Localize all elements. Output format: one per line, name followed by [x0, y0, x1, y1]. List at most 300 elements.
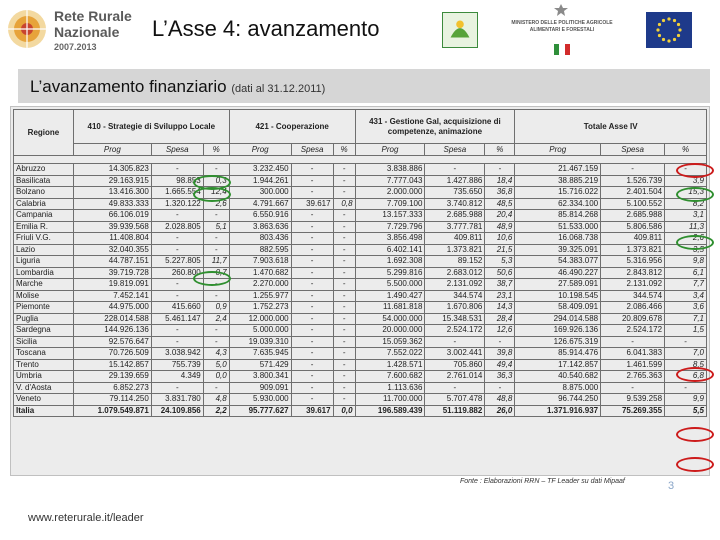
eu-star-icon: [677, 23, 680, 26]
table-cell: -: [291, 394, 333, 406]
table-cell: 5.707.478: [425, 394, 485, 406]
rete-rurale-emblem-icon: [6, 8, 48, 50]
table-cell: 98.853: [151, 175, 203, 187]
table-cell: -: [333, 382, 355, 394]
table-cell: 0,0: [333, 405, 355, 417]
table-cell: -: [333, 359, 355, 371]
table-cell: 44.975.000: [73, 302, 151, 314]
table-cell: 1.373.821: [601, 244, 665, 256]
table-cell: 705.860: [425, 359, 485, 371]
table-cell: 23,1: [485, 290, 515, 302]
table-cell: 3.038.942: [151, 348, 203, 360]
table-cell: 3,4: [665, 290, 707, 302]
region-cell: Toscana: [14, 348, 74, 360]
table-cell: 6,1: [665, 267, 707, 279]
table-cell: 11.700.000: [355, 394, 425, 406]
table-cell: 2.761.014: [425, 371, 485, 383]
table-cell: 89.152: [425, 256, 485, 268]
table-cell: -: [151, 279, 203, 291]
table-cell: 1.371.916.937: [515, 405, 601, 417]
table-cell: 14.305.823: [73, 164, 151, 176]
financial-table: [13, 109, 707, 417]
table-cell: 169.926.136: [515, 325, 601, 337]
highlight-green-bolzano-total: [676, 187, 714, 202]
table-cell: -: [151, 290, 203, 302]
table-cell: -: [291, 210, 333, 222]
table-cell: 8.875.000: [515, 382, 601, 394]
table-cell: 5.461.147: [151, 313, 203, 325]
header-spesa: Spesa: [601, 144, 665, 156]
table-cell: 300.000: [229, 187, 291, 199]
table-cell: 0,8: [333, 198, 355, 210]
table-cell: 1.255.977: [229, 290, 291, 302]
table-cell: 29.139.659: [73, 371, 151, 383]
table-cell: 2.843.812: [601, 267, 665, 279]
table-cell: 126.675.319: [515, 336, 601, 348]
table-cell: 51.119.882: [425, 405, 485, 417]
table-cell: 755.739: [151, 359, 203, 371]
table-cell: 3.831.780: [151, 394, 203, 406]
table-cell: 20.809.678: [601, 313, 665, 325]
table-cell: 3.856.498: [355, 233, 425, 245]
eu-star-icon: [658, 34, 661, 37]
header-pct: %: [333, 144, 355, 156]
table-cell: -: [291, 267, 333, 279]
table-cell: 5.100.552: [601, 198, 665, 210]
table-cell: 7.635.945: [229, 348, 291, 360]
table-cell: -: [333, 290, 355, 302]
table-cell: 51.533.000: [515, 221, 601, 233]
eu-star-icon: [667, 17, 670, 20]
subtitle-bar: [18, 69, 710, 103]
table-cell: 5.227.805: [151, 256, 203, 268]
eu-star-icon: [662, 19, 665, 22]
table-cell: 144.926.136: [73, 325, 151, 337]
header-prog: Prog: [355, 144, 425, 156]
table-cell: 11,7: [203, 256, 229, 268]
region-cell: Abruzzo: [14, 164, 74, 176]
table-cell: -: [291, 336, 333, 348]
table-cell: -: [333, 371, 355, 383]
region-cell: Piemonte: [14, 302, 74, 314]
table-cell: 5,1: [203, 221, 229, 233]
header-pct: %: [203, 144, 229, 156]
table-cell: 4,8: [203, 394, 229, 406]
table-cell: 7,0: [665, 348, 707, 360]
table-cell: -: [333, 221, 355, 233]
table-cell: -: [333, 394, 355, 406]
table-cell: 19.819.091: [73, 279, 151, 291]
table-cell: 11.681.818: [355, 302, 425, 314]
table-cell: 48,9: [485, 221, 515, 233]
table-cell: -: [291, 256, 333, 268]
table-cell: -: [291, 325, 333, 337]
source-note: Fonte : Elaborazioni RRN – TF Leader su dati Mipaaf: [460, 478, 625, 485]
table-cell: 1.079.549.871: [73, 405, 151, 417]
table-cell: 12.000.000: [229, 313, 291, 325]
region-cell: Lazio: [14, 244, 74, 256]
region-cell: Puglia: [14, 313, 74, 325]
italian-flag-icon: [554, 44, 570, 55]
header-group: 421 - Cooperazione: [229, 110, 355, 144]
financial-table-frame: [10, 106, 710, 476]
table-cell: 5.299.816: [355, 267, 425, 279]
table-cell: 2,6: [203, 198, 229, 210]
table-cell: 85.914.476: [515, 348, 601, 360]
table-cell: 29.163.915: [73, 175, 151, 187]
table-cell: -: [151, 382, 203, 394]
table-cell: 13.157.333: [355, 210, 425, 222]
table-cell: 9,9: [665, 394, 707, 406]
table-cell: 1.373.821: [425, 244, 485, 256]
table-cell: 48,5: [485, 198, 515, 210]
table-cell: -: [333, 233, 355, 245]
table-cell: 1.526.739: [601, 175, 665, 187]
subtitle-date: (dati al 31.12.2011): [231, 83, 326, 95]
table-row: [14, 175, 707, 187]
table-cell: 344.574: [425, 290, 485, 302]
table-cell: 10.198.545: [515, 290, 601, 302]
table-row: [14, 267, 707, 279]
table-cell: 39.325.091: [515, 244, 601, 256]
table-cell: 15.142.857: [73, 359, 151, 371]
table-cell: 735.650: [425, 187, 485, 199]
table-cell: 7.709.100: [355, 198, 425, 210]
eu-star-icon: [662, 38, 665, 41]
table-cell: 39.719.728: [73, 267, 151, 279]
table-cell: 2.683.012: [425, 267, 485, 279]
rete-rurale-logo: [6, 4, 134, 56]
table-cell: 3.863.636: [229, 221, 291, 233]
table-cell: -: [333, 256, 355, 268]
table-cell: -: [151, 336, 203, 348]
table-row: [14, 256, 707, 268]
region-cell: Sardegna: [14, 325, 74, 337]
table-cell: -: [291, 175, 333, 187]
table-cell: -: [485, 382, 515, 394]
table-cell: 79.114.250: [73, 394, 151, 406]
table-cell: 196.589.439: [355, 405, 425, 417]
table-cell: 39.617: [291, 405, 333, 417]
table-cell: 2.270.000: [229, 279, 291, 291]
table-cell: 1.470.682: [229, 267, 291, 279]
table-cell: -: [333, 325, 355, 337]
table-cell: 2.086.466: [601, 302, 665, 314]
header-prog: Prog: [515, 144, 601, 156]
region-cell: Sicilia: [14, 336, 74, 348]
table-cell: 8,5: [665, 359, 707, 371]
table-cell: -: [333, 267, 355, 279]
table-cell: 1.427.886: [425, 175, 485, 187]
region-cell: Campania: [14, 210, 74, 222]
table-cell: -: [151, 164, 203, 176]
table-cell: 27.589.091: [515, 279, 601, 291]
table-cell: 26,0: [485, 405, 515, 417]
table-row: [14, 394, 707, 406]
table-row-total: [14, 405, 707, 417]
table-cell: -: [333, 279, 355, 291]
table-cell: 2.131.092: [425, 279, 485, 291]
table-cell: 11.408.804: [73, 233, 151, 245]
table-cell: 12,4: [203, 187, 229, 199]
header-group: 431 - Gestione Gal, acquisizione di competenze, animazione: [355, 110, 515, 144]
table-cell: 46.490.227: [515, 267, 601, 279]
table-cell: -: [151, 210, 203, 222]
table-cell: 415.660: [151, 302, 203, 314]
table-cell: 85.814.268: [515, 210, 601, 222]
table-body: [14, 164, 707, 417]
table-cell: 15,3: [665, 187, 707, 199]
header-gap-row: [14, 156, 707, 164]
table-cell: 882.595: [229, 244, 291, 256]
table-cell: 1.670.806: [425, 302, 485, 314]
table-cell: -: [203, 325, 229, 337]
table-cell: 6.402.141: [355, 244, 425, 256]
eu-star-icon: [673, 19, 676, 22]
table-cell: -: [291, 290, 333, 302]
table-cell: 1.428.571: [355, 359, 425, 371]
table-row: [14, 302, 707, 314]
table-cell: 54.383.077: [515, 256, 601, 268]
region-cell: Basilicata: [14, 175, 74, 187]
table-cell: -: [333, 302, 355, 314]
table-row: [14, 221, 707, 233]
table-cell: -: [333, 210, 355, 222]
highlight-red-italia-total: [676, 457, 714, 472]
table-cell: 6,8: [665, 371, 707, 383]
table-cell: 36,3: [485, 371, 515, 383]
table-row: [14, 233, 707, 245]
table-cell: -: [333, 336, 355, 348]
table-row: [14, 164, 707, 176]
table-cell: 49.833.333: [73, 198, 151, 210]
eu-star-icon: [658, 23, 661, 26]
table-cell: -: [333, 313, 355, 325]
table-cell: 5,5: [665, 405, 707, 417]
header-spesa: Spesa: [425, 144, 485, 156]
republic-emblem-icon: [554, 4, 568, 16]
table-row: [14, 187, 707, 199]
table-cell: 8,2: [665, 198, 707, 210]
table-cell: 14,3: [485, 302, 515, 314]
table-cell: 2.401.504: [601, 187, 665, 199]
table-cell: -: [333, 187, 355, 199]
table-cell: 6.852.273: [73, 382, 151, 394]
table-cell: 571.429: [229, 359, 291, 371]
section-subtitle: [30, 77, 325, 97]
table-cell: 36,8: [485, 187, 515, 199]
table-cell: 5.806.586: [601, 221, 665, 233]
table-cell: 66.106.019: [73, 210, 151, 222]
region-cell: Calabria: [14, 198, 74, 210]
logo-text-line3: 2007.2013: [54, 42, 97, 52]
table-cell: 0,0: [203, 371, 229, 383]
table-cell: -: [291, 233, 333, 245]
table-cell: -: [203, 210, 229, 222]
table-cell: 4.791.667: [229, 198, 291, 210]
table-cell: 48,8: [485, 394, 515, 406]
table-cell: 294.014.588: [515, 313, 601, 325]
table-cell: 21.467.159: [515, 164, 601, 176]
highlight-red-sicilia-total: [676, 367, 714, 382]
table-cell: -: [665, 336, 707, 348]
table-cell: 3,5: [665, 244, 707, 256]
table-cell: 2.028.805: [151, 221, 203, 233]
region-cell: Molise: [14, 290, 74, 302]
table-row: [14, 382, 707, 394]
table-cell: 96.744.250: [515, 394, 601, 406]
table-cell: -: [291, 244, 333, 256]
table-cell: 38.885.219: [515, 175, 601, 187]
table-cell: 40.540.682: [515, 371, 601, 383]
table-cell: 19.039.310: [229, 336, 291, 348]
table-cell: 95.777.627: [229, 405, 291, 417]
header-spesa: Spesa: [291, 144, 333, 156]
table-cell: -: [333, 244, 355, 256]
table-cell: -: [203, 382, 229, 394]
header-prog: Prog: [229, 144, 291, 156]
header-region: Regione: [14, 110, 74, 156]
table-cell: -: [291, 302, 333, 314]
table-cell: 2.524.172: [425, 325, 485, 337]
table-row: [14, 325, 707, 337]
table-row: [14, 244, 707, 256]
region-cell: Bolzano: [14, 187, 74, 199]
table-cell: 228.014.588: [73, 313, 151, 325]
header-pct: %: [665, 144, 707, 156]
table-cell: 2,4: [203, 313, 229, 325]
eu-star-icon: [677, 34, 680, 37]
table-cell: 4.349: [151, 371, 203, 383]
table-cell: 7.600.682: [355, 371, 425, 383]
table-cell: 15.059.362: [355, 336, 425, 348]
header-group: Totale Asse IV: [515, 110, 707, 144]
table-cell: 5.930.000: [229, 394, 291, 406]
table-cell: -: [601, 382, 665, 394]
table-cell: -: [203, 244, 229, 256]
table-cell: 50,6: [485, 267, 515, 279]
table-cell: 2,6: [665, 233, 707, 245]
highlight-green-emilia-total: [676, 235, 714, 250]
table-cell: -: [665, 164, 707, 176]
table-cell: 17.142.857: [515, 359, 601, 371]
table-cell: 4,3: [203, 348, 229, 360]
table-cell: -: [151, 233, 203, 245]
table-row: [14, 313, 707, 325]
table-cell: 0,3: [203, 175, 229, 187]
table-row: [14, 348, 707, 360]
highlight-red-vdaosta-total: [676, 427, 714, 442]
table-cell: 2.000.000: [355, 187, 425, 199]
table-cell: -: [601, 164, 665, 176]
table-cell: 7,1: [665, 313, 707, 325]
table-cell: 49,4: [485, 359, 515, 371]
table-cell: 909.091: [229, 382, 291, 394]
table-cell: -: [291, 371, 333, 383]
table-cell: -: [333, 175, 355, 187]
table-cell: 2.131.092: [601, 279, 665, 291]
table-cell: 20.000.000: [355, 325, 425, 337]
table-cell: 0,7: [203, 267, 229, 279]
footer-url: www.reterurale.it/leader: [28, 512, 144, 524]
region-cell: Emilia R.: [14, 221, 74, 233]
table-cell: 38,7: [485, 279, 515, 291]
logo-text-line2: Nazionale: [54, 24, 120, 40]
table-cell: 7.552.022: [355, 348, 425, 360]
table-cell: 75.269.355: [601, 405, 665, 417]
table-row: [14, 210, 707, 222]
table-cell: 9,8: [665, 256, 707, 268]
table-cell: -: [291, 187, 333, 199]
table-cell: 16.068.738: [515, 233, 601, 245]
table-cell: -: [203, 290, 229, 302]
table-cell: -: [425, 336, 485, 348]
eu-star-icon: [656, 28, 659, 31]
table-cell: 1.461.599: [601, 359, 665, 371]
table-cell: 12,6: [485, 325, 515, 337]
table-cell: 24.109.856: [151, 405, 203, 417]
table-cell: 409.811: [601, 233, 665, 245]
table-cell: 5,0: [203, 359, 229, 371]
table-cell: 1.320.122: [151, 198, 203, 210]
table-cell: 3,6: [665, 302, 707, 314]
table-cell: -: [291, 382, 333, 394]
table-cell: 6.041.383: [601, 348, 665, 360]
table-row: [14, 359, 707, 371]
page-number: 3: [668, 480, 675, 492]
table-cell: 7,7: [665, 279, 707, 291]
table-cell: -: [665, 382, 707, 394]
table-cell: 18,4: [485, 175, 515, 187]
slide-header: [0, 0, 720, 62]
table-row: [14, 279, 707, 291]
eu-star-icon: [673, 38, 676, 41]
subtitle-text: L’avanzamento finanziario: [30, 77, 227, 96]
table-cell: -: [601, 336, 665, 348]
ministry-name: MINISTERO DELLE POLITICHE AGRICOLE ALIMENTARI E FORESTALI: [511, 20, 613, 33]
region-cell: Trento: [14, 359, 74, 371]
eu-flag-icon: [646, 12, 692, 48]
header-spesa: Spesa: [151, 144, 203, 156]
table-cell: 2,2: [203, 405, 229, 417]
table-cell: -: [425, 164, 485, 176]
table-cell: 5.316.956: [601, 256, 665, 268]
table-cell: 1.692.308: [355, 256, 425, 268]
region-cell: Liguria: [14, 256, 74, 268]
highlight-red-abruzzo-total: [676, 163, 714, 178]
table-cell: 409.811: [425, 233, 485, 245]
table-cell: 92.576.647: [73, 336, 151, 348]
table-cell: 3.800.341: [229, 371, 291, 383]
table-row: [14, 290, 707, 302]
table-cell: 11,3: [665, 221, 707, 233]
table-cell: 3.838.886: [355, 164, 425, 176]
table-cell: 7.777.043: [355, 175, 425, 187]
table-cell: 3.232.450: [229, 164, 291, 176]
table-cell: 5.000.000: [229, 325, 291, 337]
table-cell: 39.617: [291, 198, 333, 210]
table-cell: 344.574: [601, 290, 665, 302]
logo-text-line1: Rete Rurale: [54, 8, 132, 24]
region-cell: Veneto: [14, 394, 74, 406]
leader-logo-icon: [442, 12, 478, 48]
table-cell: 260.800: [151, 267, 203, 279]
table-cell: 15.348.531: [425, 313, 485, 325]
eu-star-icon: [678, 28, 681, 31]
table-cell: 803.436: [229, 233, 291, 245]
table-cell: 3.002.441: [425, 348, 485, 360]
table-cell: -: [291, 348, 333, 360]
